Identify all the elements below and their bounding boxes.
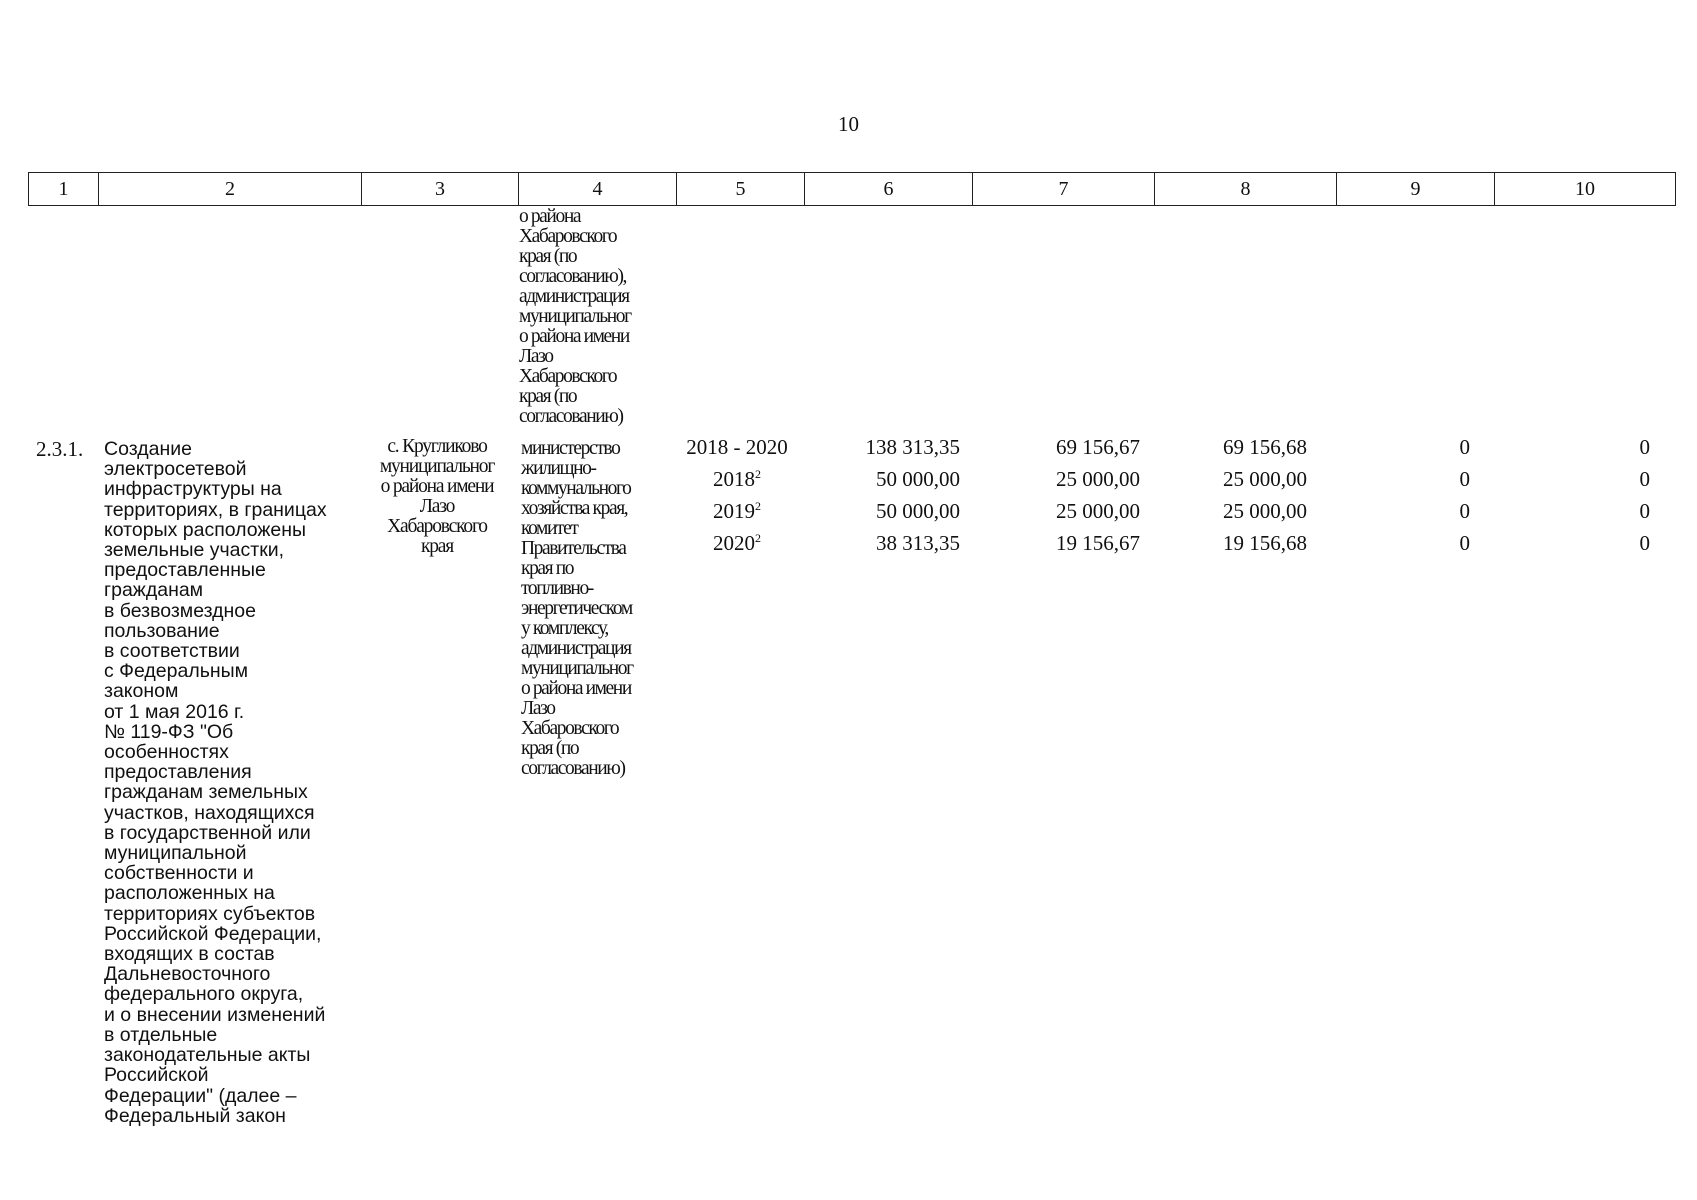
column-10-cell: 0 bbox=[1639, 435, 1650, 459]
total-cell: 38 313,35 bbox=[876, 531, 960, 555]
column-8-cell: 19 156,68 bbox=[1223, 531, 1307, 555]
column-header-9: 9 bbox=[1336, 173, 1494, 205]
column-10-cell: 0 bbox=[1639, 531, 1650, 555]
column-header-3: 3 bbox=[361, 173, 518, 205]
item-location: с. Кругликово муниципальног о района имени Лазо Хабаровского края bbox=[379, 436, 495, 557]
period-cell: 2018$^2$ bbox=[713, 467, 761, 491]
column-7-cell: 19 156,67 bbox=[1056, 531, 1140, 555]
column-8-cell: 69 156,68 bbox=[1223, 435, 1307, 459]
total-cell: 138 313,35 bbox=[865, 435, 960, 459]
page-number: 10 bbox=[838, 112, 859, 136]
item-executors: министерство жилищно- коммунального хозяйства края, комитет Правительства края по топливно- энергетическом у комплексу, администрация муниципальног о района имени Лазо Хабаровского края (по согласованию) bbox=[521, 438, 633, 779]
column-header-7: 7 bbox=[972, 173, 1154, 205]
column-header-8: 8 bbox=[1154, 173, 1336, 205]
column-header-5: 5 bbox=[676, 173, 804, 205]
column-9-cell: 0 bbox=[1459, 467, 1470, 491]
total-cell: 50 000,00 bbox=[876, 467, 960, 491]
table-row bbox=[0, 499, 1697, 529]
total-cell: 50 000,00 bbox=[876, 499, 960, 523]
item-number: 2.3.1. bbox=[36, 437, 84, 461]
column-7-cell: 69 156,67 bbox=[1056, 435, 1140, 459]
period-cell: 2019$^2$ bbox=[713, 499, 761, 523]
item-name: Создание электросетевой инфраструктуры на территориях, в границах которых расположены земельные участки, предоставленные гражданам в безвозмездное пользование в соответствии с Федеральным законом от 1 мая 2016 г. № 119-ФЗ "Об особенностях предоставления гражданам земельных участков, находящихся в государственной или муниципальной собственности и расположенных на территориях субъектов Российской Федерации, входящих в состав Дальневосточного федерального округа, и о внесении изменений в отдельные законодательные акты Российской Федерации" (далее – Федеральный закон bbox=[104, 438, 327, 1127]
column-9-cell: 0 bbox=[1459, 531, 1470, 555]
column-header-4: 4 bbox=[518, 173, 676, 205]
column-7-cell: 25 000,00 bbox=[1056, 467, 1140, 491]
column-header-2: 2 bbox=[98, 173, 361, 205]
table-row bbox=[0, 435, 1697, 465]
period-cell: 2020$^2$ bbox=[713, 531, 761, 555]
executors-continuation-text: о района Хабаровского края (по согласованию), администрация муниципальног о района имени Лазо Хабаровского края (по согласованию) bbox=[519, 206, 631, 427]
table-row bbox=[0, 531, 1697, 561]
table-row bbox=[0, 467, 1697, 497]
column-7-cell: 25 000,00 bbox=[1056, 499, 1140, 523]
column-header-10: 10 bbox=[1494, 173, 1676, 205]
column-9-cell: 0 bbox=[1459, 435, 1470, 459]
period-cell: 2018 - 2020 bbox=[686, 435, 788, 459]
table-header-row bbox=[28, 172, 1676, 206]
column-8-cell: 25 000,00 bbox=[1223, 467, 1307, 491]
column-8-cell: 25 000,00 bbox=[1223, 499, 1307, 523]
column-10-cell: 0 bbox=[1639, 499, 1650, 523]
column-9-cell: 0 bbox=[1459, 499, 1470, 523]
column-header-6: 6 bbox=[804, 173, 972, 205]
column-10-cell: 0 bbox=[1639, 467, 1650, 491]
column-header-1: 1 bbox=[28, 173, 98, 205]
